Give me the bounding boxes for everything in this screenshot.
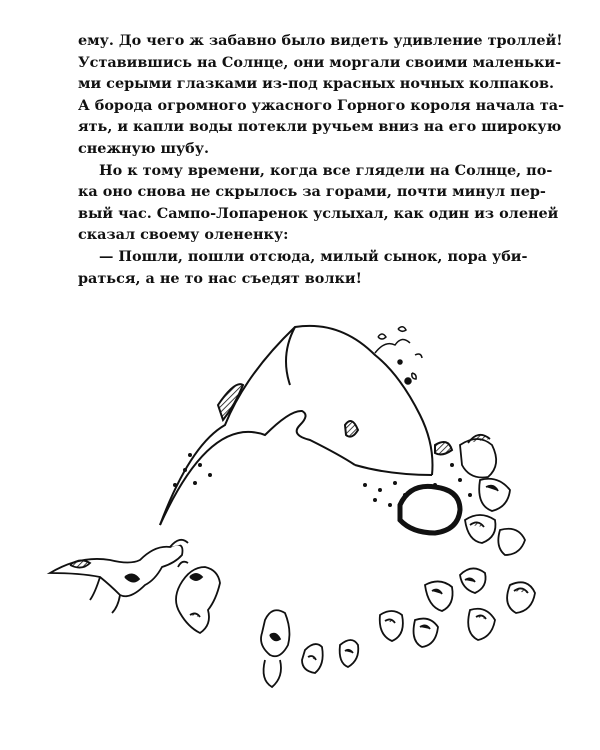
story-text bbox=[78, 30, 565, 289]
reindeer-icon bbox=[50, 540, 188, 613]
text-line: ему. До чего ж забавно было видеть удивление троллей! bbox=[78, 32, 563, 49]
text-line: Уставившись на Солнце, они моргали своими маленьки- bbox=[78, 53, 562, 71]
text-line: снежную шубу. bbox=[78, 139, 209, 157]
text-line: раться, а не то нас съедят волки! bbox=[78, 269, 362, 287]
text-line: ми серыми глазками из-под красных ночных колпаков. bbox=[78, 75, 555, 93]
text-line: — Пошли, пошли отсюда, милый сынок, пора уби- bbox=[99, 247, 528, 265]
sun-icon bbox=[375, 327, 422, 384]
text-line: А борода огромного ужасного Горного короля начала та- bbox=[78, 96, 565, 114]
text-line: сказал своему олененку: bbox=[78, 226, 289, 244]
boulder-icon bbox=[400, 486, 460, 533]
reindeer-and-trolls-illustration bbox=[40, 315, 560, 720]
text-line: вый час. Сампо-Лопаренок услыхал, как один из оленей bbox=[78, 204, 559, 222]
calf-icon bbox=[176, 562, 220, 633]
trolls-group-icon bbox=[380, 435, 535, 647]
text-line: Но к тому времени, когда все глядели на Солнце, по- bbox=[99, 161, 553, 179]
text-line: ять, и капли воды потекли ручьем вниз на его широкую bbox=[78, 118, 562, 136]
text-line: ка оно снова не скрылось за горами, почти минул пер- bbox=[78, 183, 546, 201]
wolf-icon bbox=[261, 610, 358, 687]
